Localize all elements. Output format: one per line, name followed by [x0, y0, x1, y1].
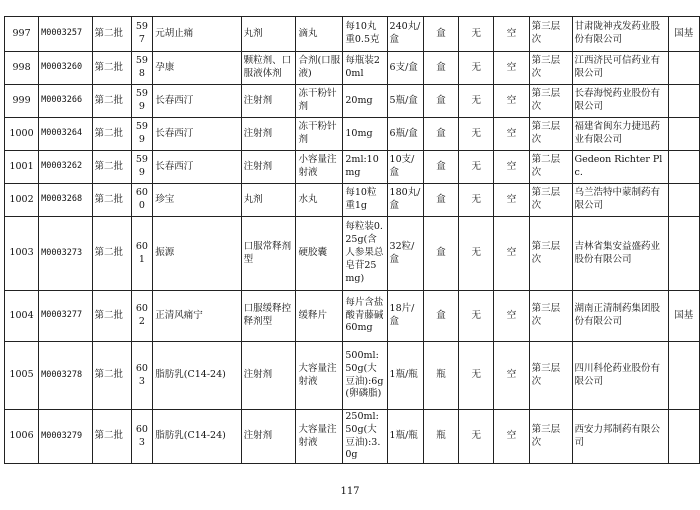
- dosage-form-cell: 口服缓释控释剂型: [241, 291, 296, 342]
- batch-cell: 第二批: [92, 17, 131, 52]
- product-code-cell: M0003260: [39, 52, 92, 85]
- product-code-cell: M0003279: [39, 410, 92, 464]
- product-code-cell: M0003262: [39, 151, 92, 184]
- batch-cell: 第二批: [92, 291, 131, 342]
- note-cell: [668, 410, 699, 464]
- drug-name-cell: 元胡止痛: [153, 17, 241, 52]
- specification-cell: 20mg: [343, 85, 387, 118]
- batch-cell: 第二批: [92, 342, 131, 410]
- row-number-cell: 1002: [5, 184, 39, 217]
- blank-field-cell: 空: [494, 17, 529, 52]
- manufacturer-cell: 甘肃陇神戎发药业股份有限公司: [572, 17, 668, 52]
- packaging-cell: 5瓶/盒: [387, 85, 423, 118]
- tier-cell: 第三层次: [529, 85, 572, 118]
- drug-name-cell: 长春西汀: [153, 85, 241, 118]
- group-number-cell: 603: [131, 342, 153, 410]
- tier-cell: 第三层次: [529, 291, 572, 342]
- group-number-cell: 599: [131, 85, 153, 118]
- unit-cell: 瓶: [423, 410, 458, 464]
- unit-cell: 盒: [423, 291, 458, 342]
- packaging-cell: 180丸/盒: [387, 184, 423, 217]
- dosage-form-cell: 口服常释剂型: [241, 217, 296, 291]
- unit-cell: 盒: [423, 17, 458, 52]
- blank-field-cell: 空: [494, 151, 529, 184]
- dosage-subform-cell: 小容量注射液: [296, 151, 343, 184]
- blank-field-cell: 空: [494, 342, 529, 410]
- dosage-subform-cell: 冻干粉针剂: [296, 118, 343, 151]
- tier-cell: 第三层次: [529, 217, 572, 291]
- dosage-subform-cell: 大容量注射液: [296, 342, 343, 410]
- group-number-cell: 601: [131, 217, 153, 291]
- row-number-cell: 998: [5, 52, 39, 85]
- dosage-form-cell: 丸剂: [241, 17, 296, 52]
- drug-name-cell: 孕康: [153, 52, 241, 85]
- dosage-form-cell: 注射剂: [241, 118, 296, 151]
- flag-cell: 无: [459, 52, 494, 85]
- manufacturer-cell: 长春海悦药业股份有限公司: [572, 85, 668, 118]
- table-row: [5, 217, 700, 291]
- dosage-subform-cell: 合剂(口服液): [296, 52, 343, 85]
- group-number-cell: 597: [131, 17, 153, 52]
- flag-cell: 无: [459, 151, 494, 184]
- tier-cell: 第三层次: [529, 118, 572, 151]
- tier-cell: 第二层次: [529, 151, 572, 184]
- product-code-cell: M0003277: [39, 291, 92, 342]
- tier-cell: 第三层次: [529, 52, 572, 85]
- packaging-cell: 6瓶/盒: [387, 118, 423, 151]
- dosage-form-cell: 颗粒剂、口服液体剂: [241, 52, 296, 85]
- row-number-cell: 1001: [5, 151, 39, 184]
- blank-field-cell: 空: [494, 85, 529, 118]
- specification-cell: 250ml:50g(大豆油):3.0g: [343, 410, 387, 464]
- manufacturer-cell: 西安力邦制药有限公司: [572, 410, 668, 464]
- unit-cell: 瓶: [423, 342, 458, 410]
- group-number-cell: 598: [131, 52, 153, 85]
- batch-cell: 第二批: [92, 52, 131, 85]
- flag-cell: 无: [459, 118, 494, 151]
- batch-cell: 第二批: [92, 184, 131, 217]
- tier-cell: 第三层次: [529, 184, 572, 217]
- group-number-cell: 603: [131, 410, 153, 464]
- packaging-cell: 18片/盒: [387, 291, 423, 342]
- flag-cell: 无: [459, 85, 494, 118]
- note-cell: [668, 85, 699, 118]
- dosage-form-cell: 注射剂: [241, 151, 296, 184]
- specification-cell: 每片含盐酸青藤碱60mg: [343, 291, 387, 342]
- row-number-cell: 999: [5, 85, 39, 118]
- blank-field-cell: 空: [494, 184, 529, 217]
- note-cell: [668, 342, 699, 410]
- specification-cell: 500ml:50g(大豆油):6g(卵磷脂): [343, 342, 387, 410]
- batch-cell: 第二批: [92, 118, 131, 151]
- batch-cell: 第二批: [92, 410, 131, 464]
- drug-name-cell: 振源: [153, 217, 241, 291]
- note-cell: [668, 184, 699, 217]
- packaging-cell: 32粒/盒: [387, 217, 423, 291]
- packaging-cell: 10支/盒: [387, 151, 423, 184]
- unit-cell: 盒: [423, 118, 458, 151]
- manufacturer-cell: 福建省闽东力捷迅药业有限公司: [572, 118, 668, 151]
- packaging-cell: 1瓶/瓶: [387, 342, 423, 410]
- table-row: [5, 17, 700, 52]
- drug-catalog-table: [4, 16, 700, 464]
- row-number-cell: 1003: [5, 217, 39, 291]
- blank-field-cell: 空: [494, 410, 529, 464]
- flag-cell: 无: [459, 184, 494, 217]
- note-cell: [668, 118, 699, 151]
- row-number-cell: 1004: [5, 291, 39, 342]
- dosage-subform-cell: 滴丸: [296, 17, 343, 52]
- tier-cell: 第三层次: [529, 17, 572, 52]
- packaging-cell: 6支/盒: [387, 52, 423, 85]
- table-row: [5, 410, 700, 464]
- drug-name-cell: 珍宝: [153, 184, 241, 217]
- manufacturer-cell: 四川科伦药业股份有限公司: [572, 342, 668, 410]
- dosage-form-cell: 注射剂: [241, 85, 296, 118]
- group-number-cell: 599: [131, 118, 153, 151]
- dosage-subform-cell: 缓释片: [296, 291, 343, 342]
- manufacturer-cell: 吉林省集安益盛药业股份有限公司: [572, 217, 668, 291]
- product-code-cell: M0003264: [39, 118, 92, 151]
- manufacturer-cell: 乌兰浩特中蒙制药有限公司: [572, 184, 668, 217]
- note-cell: 国基: [668, 291, 699, 342]
- table-row: [5, 342, 700, 410]
- unit-cell: 盒: [423, 85, 458, 118]
- manufacturer-cell: Gedeon Richter Plc.: [572, 151, 668, 184]
- drug-name-cell: 长春西汀: [153, 151, 241, 184]
- batch-cell: 第二批: [92, 217, 131, 291]
- drug-name-cell: 长春西汀: [153, 118, 241, 151]
- flag-cell: 无: [459, 291, 494, 342]
- unit-cell: 盒: [423, 184, 458, 217]
- note-cell: 国基: [668, 17, 699, 52]
- manufacturer-cell: 湖南正清制药集团股份有限公司: [572, 291, 668, 342]
- unit-cell: 盒: [423, 52, 458, 85]
- dosage-form-cell: 注射剂: [241, 410, 296, 464]
- flag-cell: 无: [459, 410, 494, 464]
- table-row: [5, 184, 700, 217]
- group-number-cell: 600: [131, 184, 153, 217]
- product-code-cell: M0003266: [39, 85, 92, 118]
- drug-name-cell: 正清风痛宁: [153, 291, 241, 342]
- product-code-cell: M0003268: [39, 184, 92, 217]
- dosage-form-cell: 丸剂: [241, 184, 296, 217]
- row-number-cell: 1006: [5, 410, 39, 464]
- group-number-cell: 599: [131, 151, 153, 184]
- group-number-cell: 602: [131, 291, 153, 342]
- flag-cell: 无: [459, 17, 494, 52]
- row-number-cell: 1005: [5, 342, 39, 410]
- specification-cell: 10mg: [343, 118, 387, 151]
- packaging-cell: 1瓶/瓶: [387, 410, 423, 464]
- flag-cell: 无: [459, 217, 494, 291]
- dosage-form-cell: 注射剂: [241, 342, 296, 410]
- dosage-subform-cell: 水丸: [296, 184, 343, 217]
- drug-name-cell: 脂肪乳(C14-24): [153, 342, 241, 410]
- blank-field-cell: 空: [494, 52, 529, 85]
- flag-cell: 无: [459, 342, 494, 410]
- table-row: [5, 85, 700, 118]
- specification-cell: 每瓶装20ml: [343, 52, 387, 85]
- blank-field-cell: 空: [494, 118, 529, 151]
- table-row: [5, 291, 700, 342]
- unit-cell: 盒: [423, 217, 458, 291]
- tier-cell: 第三层次: [529, 410, 572, 464]
- row-number-cell: 1000: [5, 118, 39, 151]
- dosage-subform-cell: 冻干粉针剂: [296, 85, 343, 118]
- note-cell: [668, 151, 699, 184]
- product-code-cell: M0003273: [39, 217, 92, 291]
- packaging-cell: 240丸/盒: [387, 17, 423, 52]
- specification-cell: 每粒装0.25g(含人参果总皂苷25mg): [343, 217, 387, 291]
- table-row: [5, 52, 700, 85]
- blank-field-cell: 空: [494, 217, 529, 291]
- specification-cell: 每10粒重1g: [343, 184, 387, 217]
- drug-name-cell: 脂肪乳(C14-24): [153, 410, 241, 464]
- page-number: 117: [340, 486, 360, 497]
- product-code-cell: M0003257: [39, 17, 92, 52]
- table-row: [5, 118, 700, 151]
- specification-cell: 每10丸重0.5克: [343, 17, 387, 52]
- tier-cell: 第三层次: [529, 342, 572, 410]
- row-number-cell: 997: [5, 17, 39, 52]
- note-cell: [668, 52, 699, 85]
- blank-field-cell: 空: [494, 291, 529, 342]
- note-cell: [668, 217, 699, 291]
- unit-cell: 盒: [423, 151, 458, 184]
- dosage-subform-cell: 硬胶囊: [296, 217, 343, 291]
- dosage-subform-cell: 大容量注射液: [296, 410, 343, 464]
- table-row: [5, 151, 700, 184]
- manufacturer-cell: 江西济民可信药业有限公司: [572, 52, 668, 85]
- specification-cell: 2ml:10mg: [343, 151, 387, 184]
- product-code-cell: M0003278: [39, 342, 92, 410]
- batch-cell: 第二批: [92, 151, 131, 184]
- batch-cell: 第二批: [92, 85, 131, 118]
